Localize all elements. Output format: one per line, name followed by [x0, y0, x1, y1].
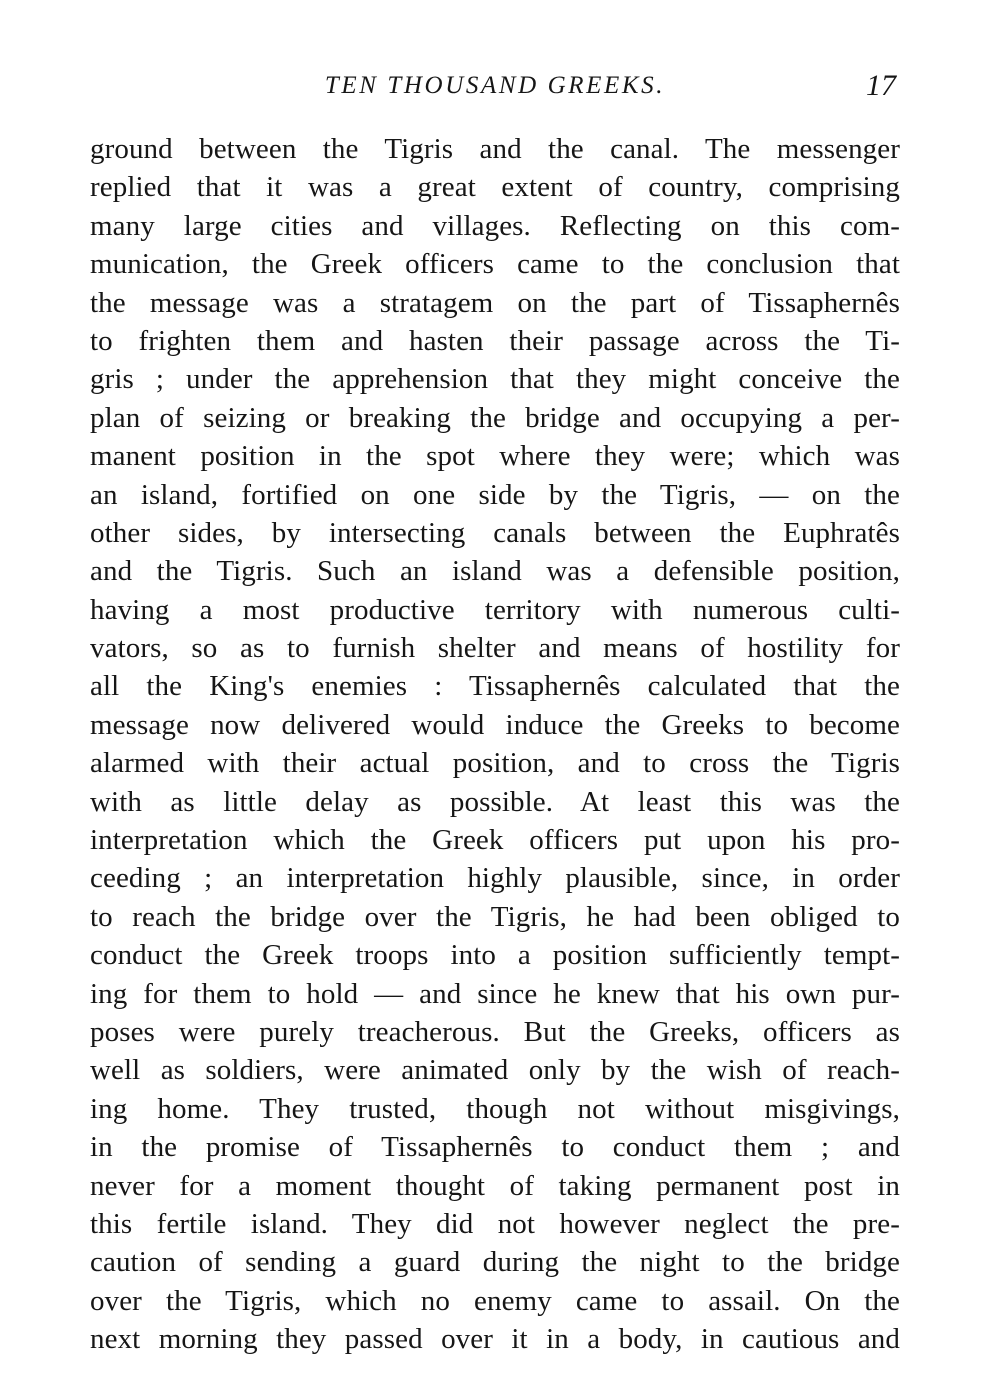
- text-line: well as soldiers, were animated only by the wish of reach-: [90, 1054, 900, 1087]
- text-line: caution of sending a guard during the night to the bridge: [90, 1246, 900, 1279]
- text-line: never for a moment thought of taking permanent post in: [90, 1169, 900, 1202]
- text-line: ing home. They trusted, though not without misgivings,: [90, 1092, 900, 1125]
- text-line: in the promise of Tissaphernês to conduct them ; and: [90, 1131, 900, 1164]
- text-line: munication, the Greek officers came to the conclusion that: [90, 248, 900, 281]
- body-text: [90, 130, 900, 1359]
- text-line: ground between the Tigris and the canal. The messenger: [90, 133, 900, 165]
- text-line: alarmed with their actual position, and to cross the Tigris: [90, 747, 900, 780]
- text-line: gris ; under the apprehension that they might conceive the: [90, 363, 900, 396]
- text-line: with as little delay as possible. At least this was the: [90, 785, 900, 818]
- text-line: all the King's enemies : Tissaphernês calculated that the: [90, 670, 900, 703]
- running-head: [90, 64, 900, 108]
- text-line: replied that it was a great extent of country, comprising: [90, 171, 900, 204]
- text-line: next morning they passed over it in a body, in cautious and: [90, 1323, 900, 1356]
- text-line: vators, so as to furnish shelter and means of hostility for: [90, 632, 900, 665]
- text-line: interpretation which the Greek officers put upon his pro-: [90, 824, 900, 857]
- text-line: to frighten them and hasten their passage across the Ti-: [90, 324, 900, 357]
- text-line: the message was a stratagem on the part of Tissaphernês: [90, 286, 900, 319]
- text-line: over the Tigris, which no enemy came to assail. On the: [90, 1284, 900, 1317]
- text-line: ing for them to hold — and since he knew that his own pur-: [90, 977, 900, 1010]
- text-line: message now delivered would induce the Greeks to become: [90, 708, 900, 741]
- text-line: to reach the bridge over the Tigris, he had been obliged to: [90, 900, 900, 933]
- text-line: ceeding ; an interpretation highly plausible, since, in order: [90, 862, 900, 895]
- text-line: having a most productive territory with numerous culti-: [90, 593, 900, 626]
- text-line: manent position in the spot where they were; which was: [90, 440, 900, 473]
- text-line: an island, fortified on one side by the Tigris, — on the: [90, 478, 900, 511]
- text-line: other sides, by intersecting canals between the Euphratês: [90, 516, 900, 549]
- text-line: conduct the Greek troops into a position sufficiently tempt-: [90, 939, 900, 972]
- text-line: this fertile island. They did not however neglect the pre-: [90, 1207, 900, 1240]
- running-title: TEN THOUSAND GREEKS.: [324, 72, 666, 99]
- text-line: plan of seizing or breaking the bridge and occupying a per-: [90, 401, 900, 434]
- text-line: many large cities and villages. Reflecting on this com-: [90, 209, 900, 242]
- text-line: and the Tigris. Such an island was a defensible position,: [90, 555, 900, 588]
- text-line: poses were purely treacherous. But the Greeks, officers as: [90, 1015, 900, 1048]
- page-number: 17: [866, 69, 896, 102]
